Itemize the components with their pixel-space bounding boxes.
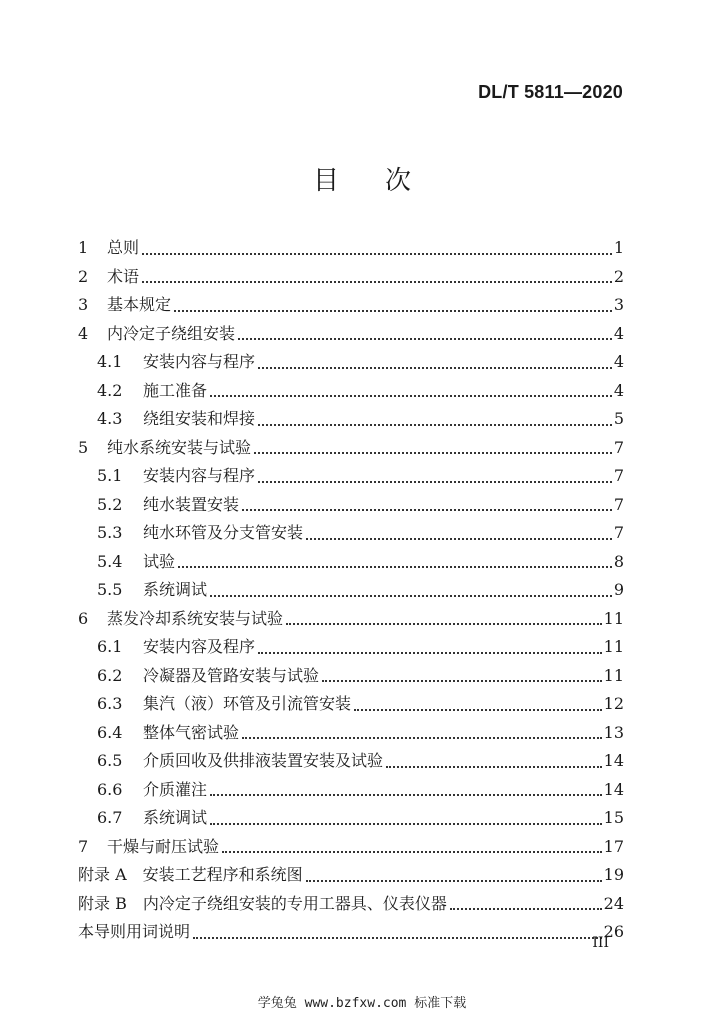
toc-entry[interactable] [78, 890, 624, 919]
toc-entry[interactable] [78, 462, 624, 491]
toc-entry-page: 7 [613, 466, 624, 486]
toc-entry-number: 6.5 [97, 751, 123, 771]
toc-entry-page: 3 [613, 295, 624, 315]
toc-entry-number: 4.3 [97, 409, 123, 429]
toc-entry-title: 本导则用词说明 [78, 922, 191, 942]
toc-leader-dots [286, 623, 602, 625]
toc-entry[interactable] [78, 348, 624, 377]
toc-entry-title: 安装内容与程序 [143, 466, 256, 486]
toc-leader-dots [258, 367, 612, 369]
toc-entry-page: 4 [613, 380, 624, 400]
toc-entry-page: 12 [603, 694, 624, 714]
toc-entry-title: 基本规定 [107, 295, 172, 315]
toc-entry[interactable] [78, 405, 624, 434]
toc-entry[interactable] [78, 263, 624, 292]
toc-leader-dots [210, 395, 612, 397]
toc-entry[interactable] [78, 662, 624, 691]
toc-entry-number: 5 [78, 437, 89, 457]
toc-entry-title: 蒸发冷却系统安装与试验 [107, 608, 284, 628]
toc-entry-number: 6.6 [97, 779, 123, 799]
toc-entry-title: 干燥与耐压试验 [107, 836, 220, 856]
toc-entry-title: 试验 [143, 551, 176, 571]
toc-entry-page: 24 [603, 893, 624, 913]
toc-entry[interactable] [78, 633, 624, 662]
toc-entry[interactable] [78, 291, 624, 320]
toc-entry[interactable] [78, 690, 624, 719]
toc-leader-dots [306, 538, 612, 540]
toc-entry[interactable] [78, 719, 624, 748]
table-of-contents [78, 234, 624, 947]
toc-leader-dots [193, 937, 602, 939]
toc-entry[interactable] [78, 918, 624, 947]
toc-entry-title: 安装内容与程序 [143, 352, 256, 372]
toc-entry-page: 1 [613, 238, 624, 258]
toc-entry-page: 7 [613, 494, 624, 514]
toc-leader-dots [386, 766, 602, 768]
toc-entry-number: 6 [78, 608, 89, 628]
toc-entry[interactable] [78, 804, 624, 833]
toc-entry-page: 11 [603, 637, 624, 657]
toc-entry-page: 7 [613, 437, 624, 457]
toc-entry-number: 5.5 [97, 580, 123, 600]
toc-entry[interactable] [78, 605, 624, 634]
toc-entry-title: 内冷定子绕组安装 [107, 323, 236, 343]
toc-entry-number: 6.4 [97, 722, 123, 742]
toc-leader-dots [174, 310, 612, 312]
toc-leader-dots [178, 566, 612, 568]
toc-entry-page: 19 [603, 865, 624, 885]
toc-entry-title: 纯水系统安装与试验 [107, 437, 252, 457]
toc-entry-page: 26 [603, 922, 624, 942]
page-number: III [592, 935, 609, 951]
toc-entry[interactable] [78, 548, 624, 577]
toc-entry-page: 15 [603, 808, 624, 828]
toc-entry[interactable] [78, 576, 624, 605]
toc-leader-dots [210, 595, 612, 597]
document-code: DL/T 5811—2020 [478, 82, 623, 102]
toc-entry[interactable] [78, 491, 624, 520]
title-char-1: 目 [312, 166, 339, 196]
toc-entry-page: 2 [613, 266, 624, 286]
toc-entry-title: 绕组安装和焊接 [143, 409, 256, 429]
toc-entry-title: 介质回收及供排液装置安装及试验 [143, 751, 384, 771]
toc-leader-dots [450, 908, 602, 910]
toc-entry-title: 总则 [107, 238, 140, 258]
toc-leader-dots [142, 281, 612, 283]
toc-entry-title: 介质灌注 [143, 779, 208, 799]
toc-entry-title: 纯水装置安装 [143, 494, 240, 514]
toc-entry-title: 系统调试 [143, 808, 208, 828]
toc-entry-title: 冷凝器及管路安装与试验 [143, 665, 320, 685]
toc-leader-dots [222, 851, 602, 853]
toc-entry-number: 5.2 [97, 494, 123, 514]
toc-entry-title: 纯水环管及分支管安装 [143, 523, 304, 543]
toc-entry-number: 1 [78, 238, 89, 258]
watermark-text: 学兔兔 www.bzfxw.com 标准下载 [257, 996, 467, 1011]
toc-leader-dots [210, 823, 602, 825]
toc-leader-dots [258, 481, 612, 483]
toc-entry[interactable] [78, 861, 624, 890]
toc-entry-number: 4 [78, 323, 89, 343]
toc-entry[interactable] [78, 747, 624, 776]
toc-entry-number: 6.1 [97, 637, 123, 657]
toc-entry[interactable] [78, 434, 624, 463]
toc-entry-number: 6.3 [97, 694, 123, 714]
toc-entry-page: 9 [613, 580, 624, 600]
toc-entry-title: 系统调试 [143, 580, 208, 600]
toc-entry-page: 11 [603, 608, 624, 628]
toc-entry-page: 17 [603, 836, 624, 856]
toc-entry-title: 术语 [107, 266, 140, 286]
toc-entry-page: 8 [613, 551, 624, 571]
toc-entry[interactable] [78, 833, 624, 862]
page-title [0, 160, 724, 197]
toc-entry-page: 14 [603, 779, 624, 799]
toc-entry-title: 附录 B 内冷定子绕组安装的专用工器具、仪表仪器 [78, 893, 447, 913]
toc-leader-dots [306, 880, 602, 882]
toc-entry-number: 4.2 [97, 380, 123, 400]
toc-leader-dots [354, 709, 602, 711]
toc-entry-page: 14 [603, 751, 624, 771]
toc-entry[interactable] [78, 320, 624, 349]
toc-entry-page: 11 [603, 665, 624, 685]
toc-entry-page: 7 [613, 523, 624, 543]
toc-leader-dots [322, 680, 602, 682]
toc-leader-dots [242, 509, 612, 511]
toc-leader-dots [242, 737, 602, 739]
toc-leader-dots [258, 652, 602, 654]
toc-leader-dots [210, 794, 602, 796]
toc-entry-page: 4 [613, 352, 624, 372]
toc-entry-number: 5.3 [97, 523, 123, 543]
toc-entry-title: 安装内容及程序 [143, 637, 256, 657]
toc-entry-number: 6.2 [97, 665, 123, 685]
toc-entry-number: 4.1 [97, 352, 123, 372]
toc-entry-title: 施工准备 [143, 380, 208, 400]
toc-entry-page: 5 [613, 409, 624, 429]
toc-entry-page: 4 [613, 323, 624, 343]
toc-entry-page: 13 [603, 722, 624, 742]
toc-entry-number: 7 [78, 836, 89, 856]
toc-leader-dots [142, 253, 612, 255]
toc-entry-title: 集汽（液）环管及引流管安装 [143, 694, 352, 714]
toc-leader-dots [238, 338, 612, 340]
toc-entry-number: 3 [78, 295, 89, 315]
toc-entry-number: 2 [78, 266, 89, 286]
toc-entry[interactable] [78, 377, 624, 406]
toc-entry-number: 5.1 [97, 466, 123, 486]
toc-entry[interactable] [78, 519, 624, 548]
toc-entry-title: 附录 A 安装工艺程序和系统图 [78, 865, 303, 885]
toc-entry-number: 6.7 [97, 808, 123, 828]
toc-entry[interactable] [78, 234, 624, 263]
toc-entry-number: 5.4 [97, 551, 123, 571]
toc-entry[interactable] [78, 776, 624, 805]
title-char-2: 次 [385, 166, 412, 196]
toc-leader-dots [254, 452, 612, 454]
toc-entry-title: 整体气密试验 [143, 722, 240, 742]
toc-leader-dots [258, 424, 612, 426]
